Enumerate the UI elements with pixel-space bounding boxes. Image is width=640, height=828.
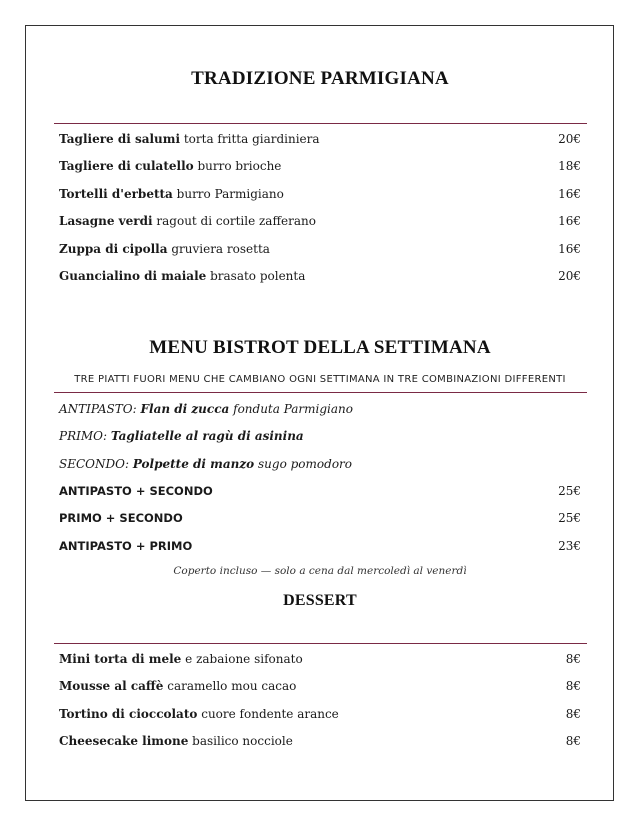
item-description: basilico nocciole: [192, 734, 293, 748]
item-price: 8€: [565, 652, 581, 666]
section-title-bistrot: MENU BISTROT DELLA SETTIMANA: [149, 337, 491, 358]
course-label: ANTIPASTO:: [59, 402, 137, 416]
menu-item: [59, 213, 581, 229]
item-description: caramello mou cacao: [167, 679, 297, 693]
item-price: 20€: [558, 132, 581, 146]
item-name: Tortelli d'erbetta: [59, 187, 173, 201]
item-price: 18€: [558, 159, 581, 173]
item-price: 16€: [558, 242, 581, 256]
dish-name: Tagliatelle al ragù di asinina: [110, 429, 304, 443]
section-divider: [54, 643, 587, 644]
combo-price: 23€: [558, 539, 581, 553]
item-name: Tagliere di salumi: [59, 132, 181, 146]
dish-description: fonduta Parmigiano: [233, 402, 353, 416]
item-description: ragout di cortile zafferano: [156, 214, 316, 228]
dessert-item: [59, 706, 581, 722]
item-name: Cheesecake limone: [59, 734, 189, 748]
section-divider: [54, 392, 587, 393]
menu-item: [59, 268, 581, 284]
combo-item: [59, 483, 581, 499]
item-description: burro brioche: [197, 159, 282, 173]
combo-price: 25€: [558, 511, 581, 525]
cover-charge-note: Coperto incluso — solo a cena dal mercoledì al venerdì: [173, 565, 467, 577]
course-item: [59, 401, 581, 417]
item-name: Zuppa di cipolla: [59, 242, 168, 256]
combo-item: [59, 538, 581, 554]
menu-item: [59, 131, 581, 147]
item-price: 20€: [558, 269, 581, 283]
section-title-tradizione: TRADIZIONE PARMIGIANA: [191, 68, 449, 89]
menu-item: [59, 186, 581, 202]
dish-name: Flan di zucca: [140, 402, 230, 416]
menu-item: [59, 241, 581, 257]
item-name: Guancialino di maiale: [59, 269, 207, 283]
item-name: Lasagne verdi: [59, 214, 153, 228]
menu-item: [59, 158, 581, 174]
item-description: torta fritta giardiniera: [183, 132, 320, 146]
course-item: [59, 456, 581, 472]
item-name: Tortino di cioccolato: [59, 707, 198, 721]
combo-name: ANTIPASTO + SECONDO: [59, 484, 213, 498]
dish-name: Polpette di manzo: [132, 457, 255, 471]
item-description: gruviera rosetta: [171, 242, 270, 256]
item-price: 8€: [565, 679, 581, 693]
course-label: PRIMO:: [59, 429, 108, 443]
dessert-item: [59, 678, 581, 694]
item-price: 8€: [565, 707, 581, 721]
section-title-dessert: DESSERT: [283, 592, 357, 609]
item-name: Mousse al caffè: [59, 679, 164, 693]
item-price: 8€: [565, 734, 581, 748]
item-description: cuore fondente arance: [201, 707, 339, 721]
combo-name: PRIMO + SECONDO: [59, 511, 183, 525]
combo-price: 25€: [558, 484, 581, 498]
section-subtitle: TRE PIATTI FUORI MENU CHE CAMBIANO OGNI SETTIMANA IN TRE COMBINAZIONI DIFFERENTI: [74, 374, 566, 385]
item-name: Tagliere di culatello: [59, 159, 194, 173]
dish-description: sugo pomodoro: [258, 457, 352, 471]
item-description: burro Parmigiano: [176, 187, 284, 201]
combo-item: [59, 510, 581, 526]
item-price: 16€: [558, 187, 581, 201]
section-divider: [54, 123, 587, 124]
course-item: [59, 428, 581, 444]
item-description: e zabaione sifonato: [185, 652, 303, 666]
dessert-item: [59, 651, 581, 667]
item-price: 16€: [558, 214, 581, 228]
course-label: SECONDO:: [59, 457, 130, 471]
dessert-item: [59, 733, 581, 749]
item-description: brasato polenta: [210, 269, 306, 283]
item-name: Mini torta di mele: [59, 652, 182, 666]
combo-name: ANTIPASTO + PRIMO: [59, 539, 193, 553]
